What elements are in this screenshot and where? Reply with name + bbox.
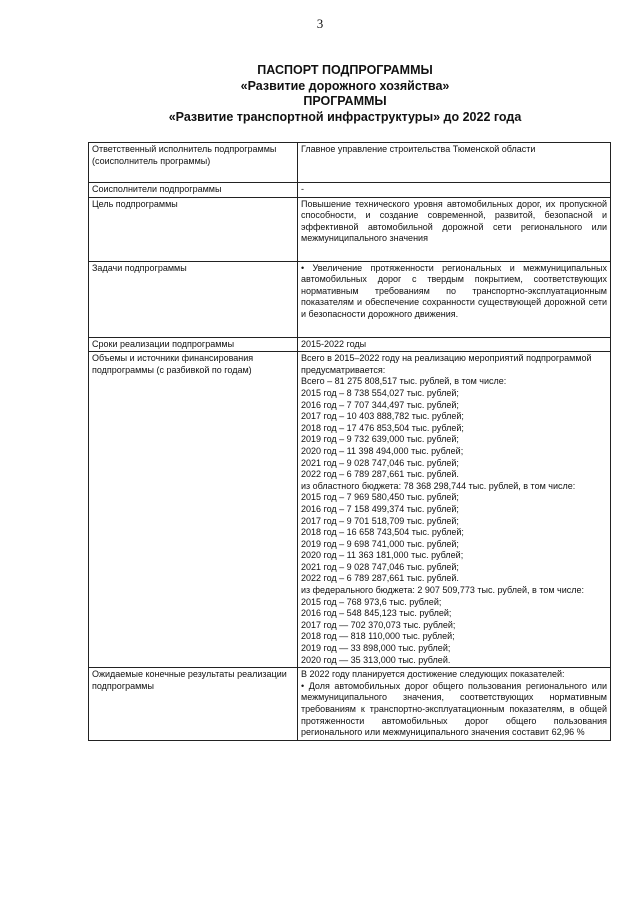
- financing-year-line: 2017 год – 9 701 518,709 тыс. рублей;: [301, 515, 459, 526]
- financing-year-line: 2017 год — 702 370,073 тыс. рублей;: [301, 619, 456, 630]
- financing-regional: из областного бюджета: 78 368 298,744 тыс. рублей, в том числе:: [301, 480, 576, 491]
- financing-value: [298, 352, 611, 668]
- financing-year-line: 2018 год — 818 110,000 тыс. рублей;: [301, 631, 455, 642]
- tasks-label: Задачи подпрограммы: [89, 261, 298, 337]
- financing-year-line: 2018 год – 17 476 853,504 тыс. рублей;: [301, 422, 464, 433]
- coexecutors-value: -: [298, 183, 611, 198]
- financing-year-line: 2015 год – 768 973,6 тыс. рублей;: [301, 596, 442, 607]
- row-coexecutors: [89, 183, 611, 198]
- goal-value: Повышение технического уровня автомобильных дорог, их пропускной способности, и создание современной, развитой, безопасной и эффективной автомобильной дорожной сети регионального или межмуниципального значения: [298, 197, 611, 261]
- financing-year-line: 2022 год – 6 789 287,661 тыс. рублей.: [301, 573, 459, 584]
- title-line-3: ПРОГРАММЫ: [303, 94, 387, 108]
- financing-federal: из федерального бюджета: 2 907 509,773 тыс. рублей, в том числе:: [301, 585, 585, 596]
- passport-title: [0, 63, 640, 125]
- financing-year-line: 2015 год – 7 969 580,450 тыс. рублей;: [301, 492, 459, 503]
- financing-year-line: 2020 год – 11 363 181,000 тыс. рублей;: [301, 550, 464, 561]
- results-label: Ожидаемые конечные результаты реализации подпрограммы: [89, 668, 298, 741]
- executor-label: Ответственный исполнитель подпрограммы (соисполнитель программы): [89, 143, 298, 183]
- financing-year-line: 2017 год – 10 403 888,782 тыс. рублей;: [301, 411, 464, 422]
- financing-year-line: 2019 год – 9 698 741,000 тыс. рублей;: [301, 538, 459, 549]
- financing-federal-years: [301, 597, 607, 667]
- financing-year-line: 2015 год – 8 738 554,027 тыс. рублей;: [301, 387, 459, 398]
- terms-label: Сроки реализации подпрограммы: [89, 337, 298, 352]
- financing-year-line: 2019 год — 33 898,000 тыс. рублей;: [301, 643, 451, 654]
- results-text: • Доля автомобильных дорог общего пользования регионального или межмуниципального значения, соответствующих нормативным требованиям к транспортно-эксплуатационным показателям, в общей протяженности автомобильных дорог общего пользования регионального или межмуниципального значения составит 62,96 %: [301, 680, 607, 738]
- title-line-2: «Развитие дорожного хозяйства»: [240, 78, 450, 93]
- row-terms: [89, 337, 611, 352]
- title-line-1: ПАСПОРТ ПОДПРОГРАММЫ: [257, 63, 433, 77]
- financing-regional-years: [301, 492, 607, 585]
- results-value: [298, 668, 611, 741]
- financing-year-line: 2021 год – 9 028 747,046 тыс. рублей;: [301, 561, 459, 572]
- row-results: [89, 668, 611, 741]
- row-financing: [89, 352, 611, 668]
- financing-year-line: 2016 год – 7 707 344,497 тыс. рублей;: [301, 399, 459, 410]
- financing-total: Всего – 81 275 808,517 тыс. рублей, в том числе:: [301, 376, 507, 387]
- financing-year-line: 2019 год – 9 732 639,000 тыс. рублей;: [301, 434, 459, 445]
- page-number: 3: [316, 16, 324, 31]
- passport-table: [88, 142, 611, 741]
- financing-year-line: 2016 год – 7 158 499,374 тыс. рублей;: [301, 503, 459, 514]
- executor-value: Главное управление строительства Тюменской области: [298, 143, 611, 183]
- financing-year-line: 2022 год – 6 789 287,661 тыс. рублей.: [301, 469, 459, 480]
- financing-year-line: 2021 год – 9 028 747,046 тыс. рублей;: [301, 457, 459, 468]
- tasks-value: • Увеличение протяженности региональных и межмуниципальных автомобильных дорог с твердым покрытием, соответствующих нормативным требованиям по транспортно-эксплуатационным показателям и обеспечение сохранности существующей дорожной сети и безопасности дорожного движения.: [298, 261, 611, 337]
- terms-value: 2015-2022 годы: [298, 337, 611, 352]
- financing-year-line: 2020 год – 11 398 494,000 тыс. рублей;: [301, 445, 464, 456]
- financing-year-line: 2020 год — 35 313,000 тыс. рублей.: [301, 654, 451, 665]
- goal-label: Цель подпрограммы: [89, 197, 298, 261]
- row-executor: [89, 143, 611, 183]
- financing-intro: Всего в 2015–2022 году на реализацию мероприятий подпрограммой предусматривается:: [301, 353, 592, 375]
- financing-label: Объемы и источники финансирования подпрограммы (с разбивкой по годам): [89, 352, 298, 668]
- financing-year-line: 2018 год – 16 658 743,504 тыс. рублей;: [301, 527, 464, 538]
- title-line-4: «Развитие транспортной инфраструктуры» до 2022 года: [168, 109, 522, 124]
- financing-year-line: 2016 год – 548 845,123 тыс. рублей;: [301, 608, 452, 619]
- results-intro: В 2022 году планируется достижение следующих показателей:: [301, 669, 565, 680]
- financing-total-years: [301, 388, 607, 481]
- row-goal: [89, 197, 611, 261]
- row-tasks: [89, 261, 611, 337]
- coexecutors-label: Соисполнители подпрограммы: [89, 183, 298, 198]
